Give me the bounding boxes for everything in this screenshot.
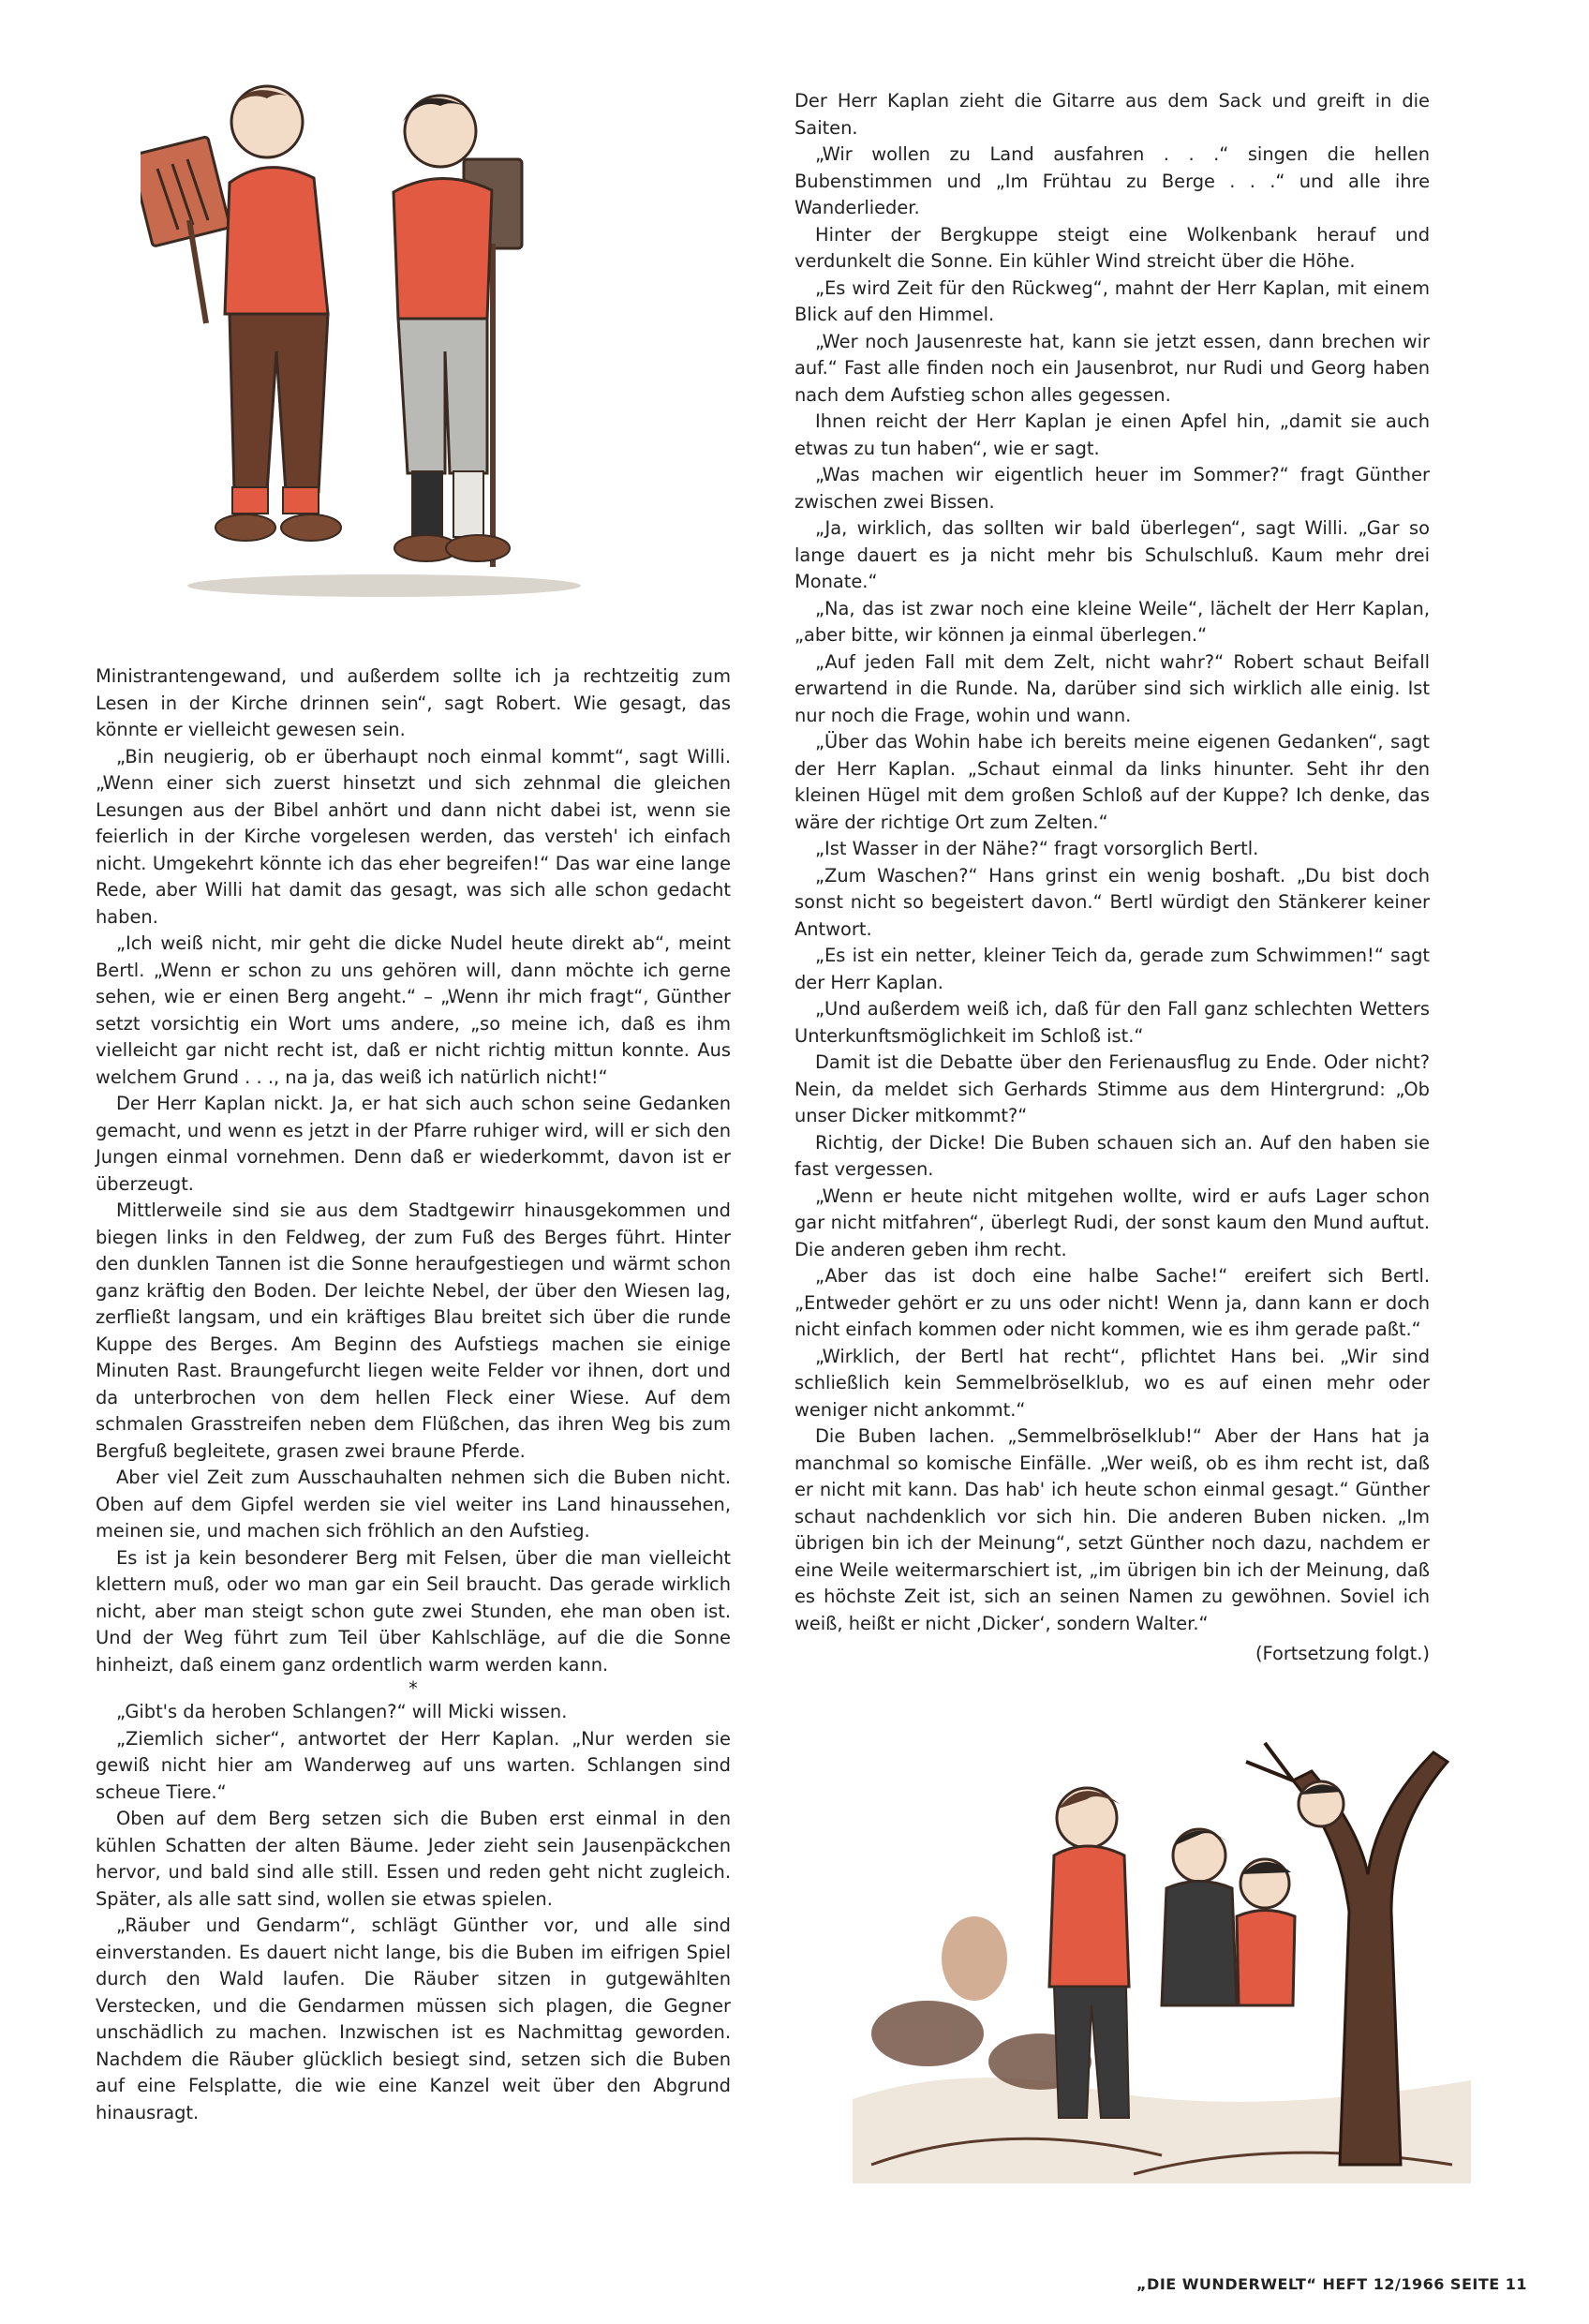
paragraph: „Wirklich, der Bertl hat recht“, pflichtet Hans bei. „Wir sind schließlich kein Semmelbröselklub, wo es auf einen mehr oder weniger nicht ankommt.“ — [794, 1345, 1430, 1421]
paragraph: „Über das Wohin habe ich bereits meine eigenen Gedanken“, sagt der Herr Kaplan. „Schaut einmal da links hinunter. Seht ihr den kleinen Hügel mit dem großen Schloß auf der Kuppe? Ich denke, das wäre der richtige Ort zum Zelten.“ — [794, 731, 1430, 833]
right-column — [794, 88, 1430, 1668]
paragraph: Mittlerweile sind sie aus dem Stadtgewirr hinausgekommen und biegen links in den Feldweg, der zum Fuß des Berges führt. Hinter den dunklen Tannen ist die Sonne heraufgestiegen und wärmt schon ganz kräftig den Boden. Der leichte Nebel, der über den Wiesen lag, zerfließt langsam, und ein kräftiges Blau breitet sich über die runde Kuppe des Berges. Am Beginn des Aufstiegs machen sie einige Minuten Rast. Braungefurcht liegen weite Felder vor ihnen, dort und da unterbrochen von dem hellen Fleck einer Wiese. Auf dem schmalen Grasstreifen neben dem Flüßchen, das ihren Weg bis zum Bergfuß begleitete, grasen zwei braune Pferde. — [96, 1199, 731, 1462]
paragraph: „Wir wollen zu Land ausfahren . . .“ singen die hellen Bubenstimmen und „Im Frühtau zu Berge . . .“ und alle ihre Wanderlieder. — [794, 143, 1430, 218]
paragraph: „Es wird Zeit für den Rückweg“, mahnt der Herr Kaplan, mit einem Blick auf den Himmel. — [794, 276, 1430, 325]
paragraph: Oben auf dem Berg setzen sich die Buben erst einmal in den kühlen Schatten der alten Bäume. Jeder zieht sein Jausenpäckchen hervor, und bald sind alle still. Essen und reden geht nicht zugleich. Später, als alle satt sind, wollen sie etwas spielen. — [96, 1808, 731, 1910]
paragraph: Damit ist die Debatte über den Ferienausflug zu Ende. Oder nicht? Nein, da meldet sich Gerhards Stimme aus dem Hintergrund: „Ob unser Dicker mitkommt?“ — [794, 1051, 1430, 1126]
paragraph: „Aber das ist doch eine halbe Sache!“ ereifert sich Bertl. „Entweder gehört er zu uns oder nicht! Wenn ja, dann kann er doch nicht einfach kommen oder nicht kommen, wie es ihm gerade paßt.“ — [794, 1265, 1430, 1340]
section-separator: * — [408, 1677, 418, 1699]
boy-right-figure — [394, 96, 522, 567]
paragraph: „Bin neugierig, ob er überhaupt noch einmal kommt“, sagt Willi. „Wenn einer sich zuerst hinsetzt und sich zehnmal die gleichen Lesungen aus der Bibel anhört und dann nicht dabei ist, wenn sie feierlich in der Kirche vorgelesen werden, das versteh' ich einfach nicht. Umgekehrt könnte ich das eher begreifen!“ Das war eine lange Rede, aber Willi hat damit das gesagt, was sich alle schon gedacht haben. — [96, 745, 731, 928]
paragraph: „Ist Wasser in der Nähe?“ fragt vorsorglich Bertl. — [815, 838, 1259, 859]
paragraph: Ministrantengewand, und außerdem sollte ich ja rechtzeitig zum Lesen in der Kirche drinnen sein“, sagt Robert. Wie gesagt, das könnte er vielleicht gewesen sein. — [96, 665, 731, 740]
paragraph: „Räuber und Gendarm“, schlägt Günther vor, und alle sind einverstanden. Es dauert nicht lange, bis die Buben im eifrigen Spiel durch den Wald laufen. Die Räuber sitzen in gutgewählten Verstecken, und die Gendarmen müssen sich plagen, die Gegner unschädlich zu machen. Inzwischen ist es Nachmittag geworden. Nachdem die Räuber glücklich besiegt sind, setzen sich die Buben auf eine Felsplatte, die wie eine Kanzel weit über den Abgrund hinausragt. — [96, 1914, 731, 2123]
paragraph: Ihnen reicht der Herr Kaplan je einen Apfel hin, „damit sie auch etwas zu tun haben“, wie er sagt. — [794, 410, 1430, 459]
paragraph: Der Herr Kaplan zieht die Gitarre aus dem Sack und greift in die Saiten. — [794, 90, 1430, 139]
hiking-boys-illustration — [853, 1724, 1471, 2183]
paragraph: „Na, das ist zwar noch eine kleine Weile“, lächelt der Herr Kaplan, „aber bitte, wir können ja einmal überlegen.“ — [794, 597, 1430, 646]
paragraph: „Es ist ein netter, kleiner Teich da, gerade zum Schwimmen!“ sagt der Herr Kaplan. — [794, 945, 1430, 993]
paragraph: „Zum Waschen?“ Hans grinst ein wenig boshaft. „Du bist doch sonst nicht so begeistert davon.“ Bertl würdigt den Stänkerer keiner Antwort. — [794, 864, 1430, 940]
paragraph: „Wenn er heute nicht mitgehen wollte, wird er aufs Lager schon gar nicht mitfahren“, überlegt Rudi, der sonst kaum den Mund auftut. Die anderen geben ihm recht. — [794, 1184, 1430, 1260]
paragraph: „Ja, wirklich, das sollten wir bald überlegen“, sagt Willi. „Gar so lange dauert es ja nicht mehr bis Schulschluß. Kaum mehr drei Monate.“ — [794, 517, 1430, 592]
paragraph: „Ziemlich sicher“, antwortet der Herr Kaplan. „Nur werden sie gewiß nicht hier am Wanderweg auf uns warten. Schlangen sind scheue Tiere.“ — [96, 1727, 731, 1803]
paragraph: „Und außerdem weiß ich, daß für den Fall ganz schlechten Wetters Unterkunftsmöglichkeit im Schloß ist.“ — [794, 998, 1430, 1047]
paragraph: Der Herr Kaplan nickt. Ja, er hat sich auch schon seine Gedanken gemacht, und wenn es jetzt in der Pfarre ruhiger wird, will er sich den Jungen einmal vornehmen. Denn daß er wiederkommt, davon ist er überzeugt. — [96, 1093, 731, 1195]
boy-left-figure — [141, 86, 341, 541]
continuation-note: (Fortsetzung folgt.) — [1255, 1643, 1430, 1664]
paragraph: Es ist ja kein besonderer Berg mit Felsen, über die man vielleicht klettern muß, oder wo man gar ein Seil braucht. Das gerade wirklich nicht, aber man steigt schon gute zwei Stunden, ehe man oben ist. Und der Weg führt zum Teil über Kahlschläge, auf die die Sonne hinheizt, daß einem ganz ordentlich warm werden kann. — [96, 1546, 731, 1676]
paragraph: Richtig, der Dicke! Die Buben schauen sich an. Auf den haben sie fast vergessen. — [794, 1131, 1430, 1180]
paragraph: Die Buben lachen. „Semmelbröselklub!“ Aber der Hans hat ja manchmal so komische Einfälle. „Wer weiß, ob es ihm recht ist, daß er nicht mit kann. Das hab' ich heute schon einmal gesagt.“ Günther schaut nachdenklich vor sich hin. Die anderen Buben nicken. „Im übrigen bin ich der Meinung“, setzt Günther noch dazu, nachdem er eine Weile weitermarschiert ist, „im übrigen bin ich der Meinung, daß es höchste Zeit ist, sich an seinen Namen zu gewöhnen. Soviel ich weiß, heißt er nicht ‚Dicker‘, sondern Walter.“ — [794, 1425, 1430, 1634]
paragraph: Hinter der Bergkuppe steigt eine Wolkenbank herauf und verdunkelt die Sonne. Ein kühler Wind streicht über die Höhe. — [794, 223, 1430, 272]
paragraph: „Wer noch Jausenreste hat, kann sie jetzt essen, dann brechen wir auf.“ Fast alle finden noch ein Jausenbrot, nur Rudi und Georg haben nach dem Aufstieg schon alles gegessen. — [794, 330, 1430, 406]
hiking-boys-group — [1049, 1781, 1344, 2118]
paragraph: „Auf jeden Fall mit dem Zelt, nicht wahr?“ Robert schaut Beifall erwartend in die Runde. Na, darüber sind sich wirklich alle einig. Ist nur noch die Frage, wohin und wann. — [794, 650, 1430, 726]
paragraph: Aber viel Zeit zum Ausschauhalten nehmen sich die Buben nicht. Oben auf dem Gipfel werden sie viel weiter ins Land hinaussehen, meinen sie, und machen sich fröhlich an den Aufstieg. — [96, 1467, 731, 1542]
paragraph: „Ich weiß nicht, mir geht die dicke Nudel heute direkt ab“, meint Bertl. „Wenn er schon zu uns gehören will, dann möchte ich gerne sehen, wie er einen Berg angeht.“ – „Wenn ihr mich fragt“, Günther setzt vorsichtig ein Wort ums andere, „so meine ich, daß es ihm vielleicht gar nicht recht ist, daß er nicht richtig mittun konnte. Aus welchem Grund . . ., na ja, das weiß ich natürlich nicht!“ — [96, 932, 731, 1088]
paragraph: „Was machen wir eigentlich heuer im Sommer?“ fragt Günther zwischen zwei Bissen. — [794, 464, 1430, 513]
page-footer: „DIE WUNDERWELT“ HEFT 12/1966 SEITE 11 — [1136, 2275, 1527, 2293]
paragraph: „Gibt's da heroben Schlangen?“ will Micki wissen. — [116, 1701, 568, 1722]
two-boys-illustration — [141, 80, 628, 614]
left-column — [96, 663, 731, 2126]
